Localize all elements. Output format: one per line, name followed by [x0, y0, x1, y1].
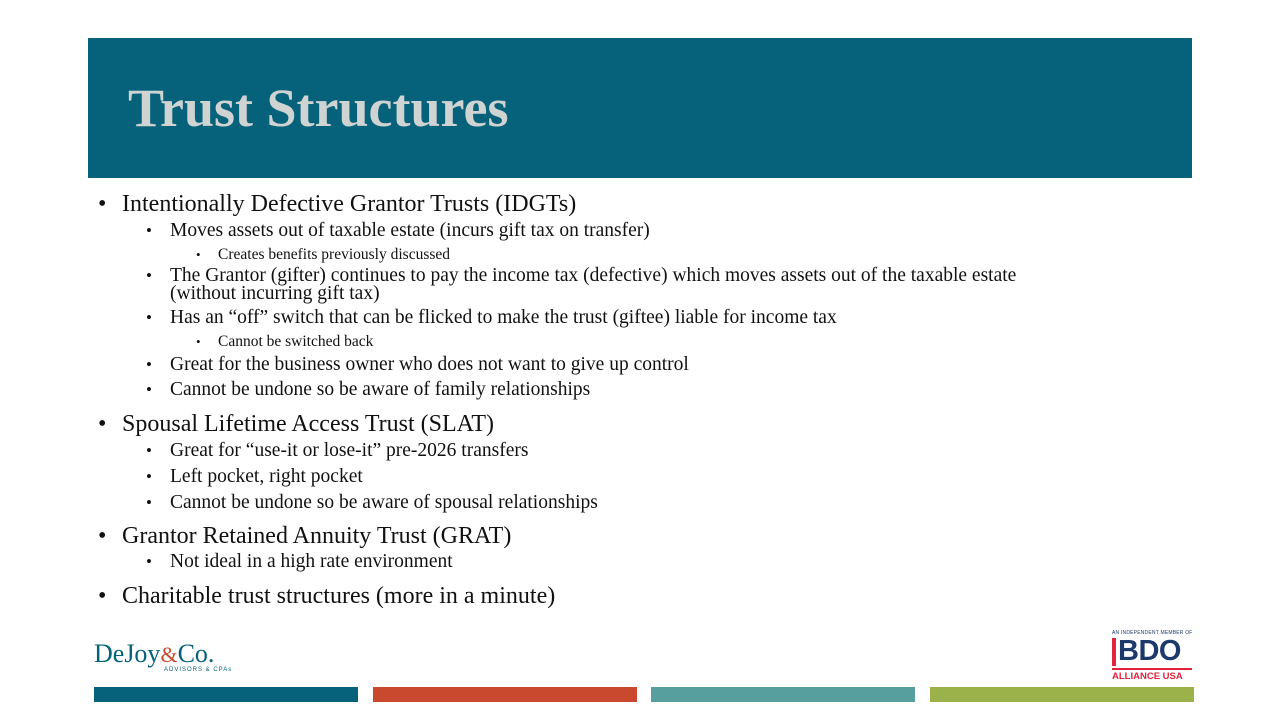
bullet-dot: • — [146, 308, 152, 327]
bullet-charitable — [96, 582, 1096, 610]
dejoy-logo-ampersand: & — [160, 642, 178, 667]
bullet-text: The Grantor (gifter) continues to pay the income tax (defective) which moves assets out of the taxable estate (without incurring gift tax) — [170, 265, 1017, 304]
bullet-text: Cannot be undone so be aware of family relationships — [170, 379, 591, 400]
sub-bullet-idgt-2 — [96, 265, 1096, 305]
bdo-logo-member-text: AN INDEPENDENT MEMBER OF — [1112, 630, 1193, 636]
dejoy-logo-name: DeJoy — [94, 639, 161, 668]
bullet-dot: • — [196, 247, 201, 262]
bullet-idgt — [96, 190, 1096, 218]
bullet-text: Left pocket, right pocket — [170, 466, 363, 487]
bullet-text: Grantor Retained Annuity Trust (GRAT) — [122, 523, 512, 549]
sub-sub-bullet-idgt-3a — [96, 332, 1096, 351]
footer-stripe-green — [930, 687, 1194, 702]
footer-stripe-aqua — [651, 687, 915, 702]
bullet-dot: • — [146, 493, 152, 512]
footer-stripe-teal — [94, 687, 358, 702]
bullet-dot: • — [146, 467, 152, 486]
bullet-dot: • — [98, 191, 107, 217]
sub-sub-bullet-idgt-1a — [96, 245, 1096, 264]
sub-bullet-slat-3 — [96, 492, 1096, 514]
bullet-text: Great for the business owner who does not want to give up control — [170, 354, 689, 375]
bullet-text: Not ideal in a high rate environment — [170, 551, 453, 572]
bullet-dot: • — [146, 266, 152, 285]
sub-bullet-idgt-3 — [96, 307, 1096, 329]
title-bar — [88, 38, 1192, 178]
bullet-dot: • — [98, 523, 107, 549]
sub-bullet-idgt-5 — [96, 379, 1096, 401]
dejoy-logo — [94, 640, 244, 676]
bullet-text: Great for “use-it or lose-it” pre-2026 transfers — [170, 440, 529, 461]
sub-bullet-idgt-4 — [96, 354, 1096, 376]
bdo-logo-name: BDO — [1118, 635, 1181, 667]
bullet-dot: • — [146, 355, 152, 374]
bullet-list — [96, 190, 1096, 610]
dejoy-logo-wordmark — [94, 640, 214, 669]
slide-title: Trust Structures — [128, 78, 509, 138]
bullet-text: Moves assets out of taxable estate (incurs gift tax on transfer) — [170, 220, 650, 241]
bullet-text: Has an “off” switch that can be flicked to make the trust (giftee) liable for income tax — [170, 307, 837, 328]
bullet-text: Spousal Lifetime Access Trust (SLAT) — [122, 411, 494, 437]
sub-bullet-slat-2 — [96, 466, 1096, 488]
bdo-logo-rule — [1112, 668, 1192, 670]
bullet-dot: • — [146, 441, 152, 460]
bullet-text: Cannot be switched back — [218, 333, 374, 350]
sub-bullet-grat-1 — [96, 551, 1096, 573]
sub-bullet-slat-1 — [96, 440, 1096, 462]
bullet-dot: • — [146, 552, 152, 571]
bullet-grat — [96, 522, 1096, 550]
bullet-dot: • — [196, 334, 201, 349]
bullet-text: Cannot be undone so be aware of spousal relationships — [170, 492, 598, 513]
bullet-slat — [96, 410, 1096, 438]
bullet-dot: • — [146, 380, 152, 399]
bullet-dot: • — [98, 411, 107, 437]
bdo-logo-bar — [1112, 638, 1116, 666]
sub-bullet-idgt-1 — [96, 220, 1096, 242]
bullet-dot: • — [98, 583, 107, 609]
dejoy-logo-tagline: ADVISORS & CPAs — [164, 667, 233, 673]
bullet-dot: • — [146, 221, 152, 240]
bullet-text: Charitable trust structures (more in a minute) — [122, 583, 556, 609]
footer-stripe-orange — [373, 687, 637, 702]
bdo-alliance-logo — [1110, 630, 1194, 684]
bdo-logo-alliance: ALLIANCE USA — [1112, 671, 1183, 682]
bullet-text: Intentionally Defective Grantor Trusts (IDGTs) — [122, 191, 577, 217]
bullet-text: Creates benefits previously discussed — [218, 246, 451, 263]
dejoy-logo-co: Co. — [177, 639, 215, 668]
